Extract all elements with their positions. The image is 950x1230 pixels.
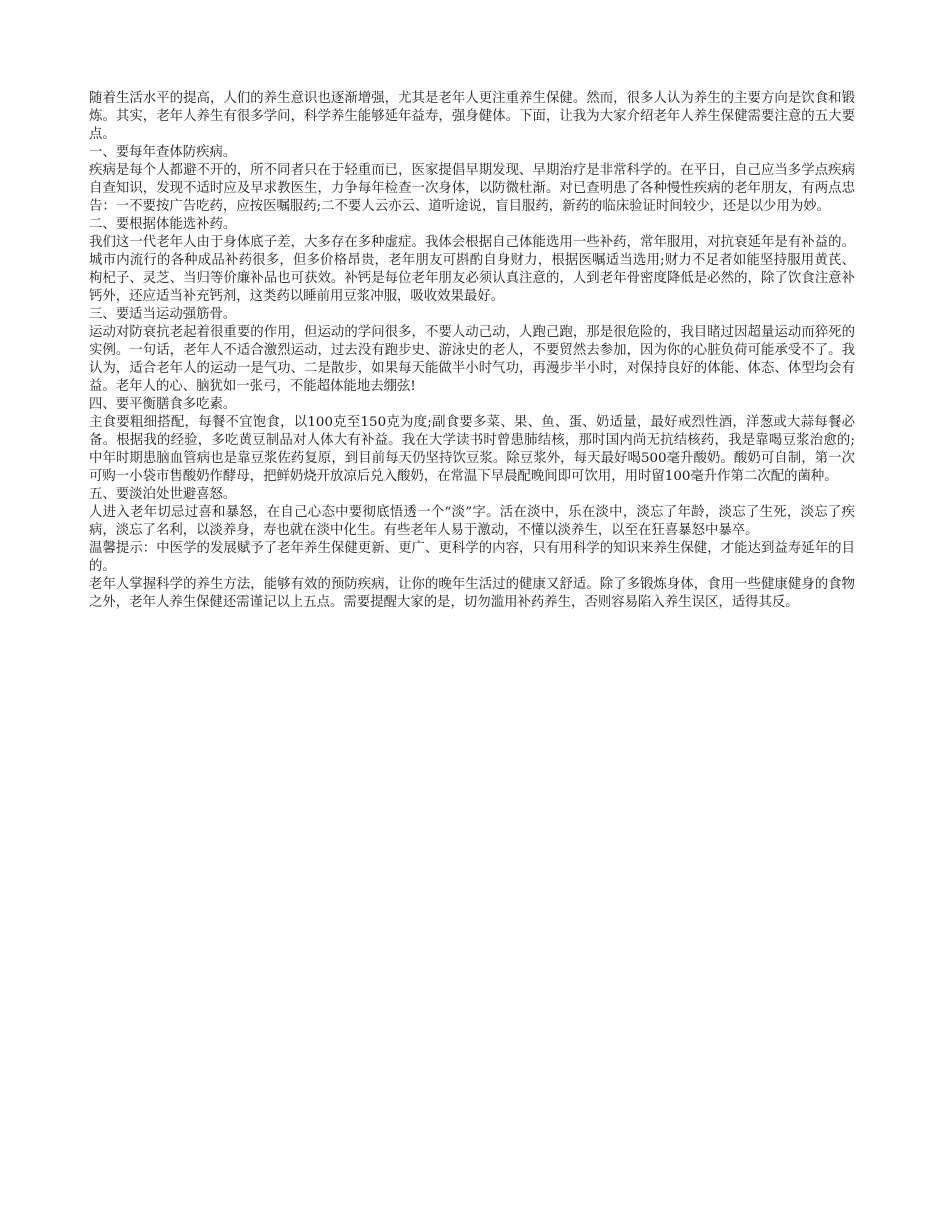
intro-paragraph: 随着生活水平的提高，人们的养生意识也逐渐增强，尤其是老年人更注重养生保健。然而，很多人认为养生的主要方向是饮食和锻炼。其实，老年人养生有很多学问，科学养生能够延年益寿，强身健体。下面，让我为大家介绍老年人养生保健需要注意的五大要点。	[89, 91, 855, 142]
section-3-paragraph: 运动对防衰抗老起着很重要的作用，但运动的学问很多，不要人动己动，人跑己跑，那是很危险的，我目睹过因超量运动而猝死的实例。一句话，老年人不适合激烈运动，过去没有跑步史、游泳史的老人，不要贸然去参加，因为你的心脏负荷可能承受不了。我认为，适合老年人的运动一是气功、二是散步，如果每天能做半小时气功，再漫步半小时，对保持良好的体能、体态、体型均会有益。老年人的心、脑犹如一张弓，不能超体能地去绷弦!	[89, 325, 855, 394]
tip-paragraph: 温馨提示：中医学的发展赋予了老年养生保健更新、更广、更科学的内容，只有用科学的知识来养生保健，才能达到益寿延年的目的。	[89, 541, 855, 574]
section-5-heading: 五、要淡泊处世避喜怒。	[89, 487, 237, 502]
section-4-paragraph: 主食要粗细搭配，每餐不宜饱食，以100克至150克为度;副食要多菜、果、鱼、蛋、奶适量，最好戒烈性酒，洋葱或大蒜每餐必备。根据我的经验，多吃黄豆制品对人体大有补益。我在大学读书时曾患肺结核，那时国内尚无抗结核药，我是靠喝豆浆治愈的;中年时期患脑血管病也是靠豆浆佐药复原，到目前每天仍坚持饮豆浆。除豆浆外，每天最好喝500毫升酸奶。酸奶可自制，第一次可购一小袋市售酸奶作酵母，把鲜奶烧开放凉后兑入酸奶，在常温下早晨配晚间即可饮用，用时留100毫升作第二次配的菌种。	[89, 415, 855, 484]
section-2-paragraph: 我们这一代老年人由于身体底子差，大多存在多种虚症。我体会根据自己体能选用一些补药，常年服用，对抗衰延年是有补益的。城市内流行的各种成品补药很多，但多价格昂贵，老年朋友可斟酌自身财力，根据医嘱适当选用;财力不足者如能坚持服用黄芪、枸杞子、灵芝、当归等价廉补品也可获效。补钙是每位老年朋友必须认真注意的，人到老年骨密度降低是必然的，除了饮食注意补钙外，还应适当补充钙剂，这类药以睡前用豆浆冲服，吸收效果最好。	[89, 235, 855, 304]
document-body	[89, 90, 855, 612]
section-5-paragraph: 人进入老年切忌过喜和暴怒，在自己心态中要彻底悟透一个“淡”字。活在淡中，乐在淡中，淡忘了年龄，淡忘了生死，淡忘了疾病，淡忘了名利，以淡养身，寿也就在淡中化生。有些老年人易于激动，不懂以淡养生，以至在狂喜暴怒中暴卒。	[89, 505, 855, 538]
conclusion-paragraph: 老年人掌握科学的养生方法，能够有效的预防疾病，让你的晚年生活过的健康又舒适。除了多锻炼身体，食用一些健康健身的食物之外，老年人养生保健还需谨记以上五点。需要提醒大家的是，切勿滥用补药养生，否则容易陷入养生误区，适得其反。	[89, 577, 855, 610]
section-4-heading: 四、要平衡膳食多吃素。	[89, 397, 237, 412]
section-2-heading: 二、要根据体能选补药。	[89, 217, 237, 232]
section-1-heading: 一、要每年查体防疾病。	[89, 145, 237, 160]
section-3-heading: 三、要适当运动强筋骨。	[89, 307, 237, 322]
section-1-paragraph: 疾病是每个人都避不开的，所不同者只在于轻重而已，医家提倡早期发现、早期治疗是非常科学的。在平日，自己应当多学点疾病自查知识，发现不适时应及早求教医生，力争每年检查一次身体，以防微杜渐。对已查明患了各种慢性疾病的老年朋友，有两点忠告：一不要按广告吃药，应按医嘱服药;二不要人云亦云、道听途说，盲目服药，新药的临床验证时间较少，还是以少用为妙。	[89, 163, 855, 214]
